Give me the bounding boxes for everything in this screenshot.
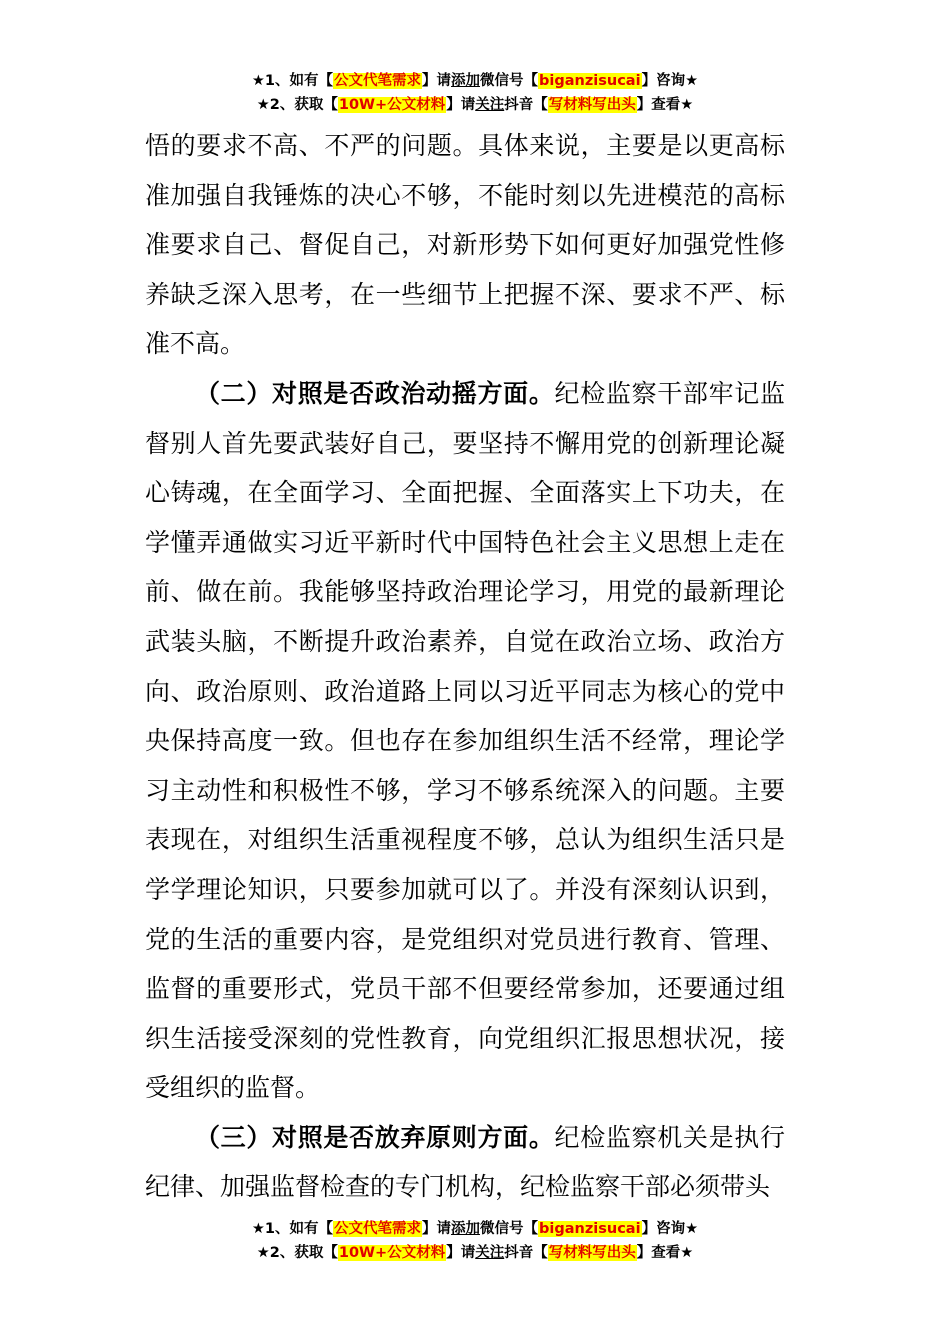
- footer-banner: [0, 1218, 950, 1266]
- banner-text: 】请: [422, 73, 452, 89]
- paragraph-body: 纪检监察干部牢记监督别人首先要武装好自己，要坚持不懈用党的创新理论凝心铸魂，在全面学习、全面把握、全面落实上下功夫，在学懂弄通做实习近平新时代中国特色社会主义思想上走在前、做在前。我能够坚持政治理论学习，用党的最新理论武装头脑，不断提升政治素养，自觉在政治立场、政治方向、政治原则、政治道路上同以习近平同志为核心的党中央保持高度一致。但也存在参加组织生活不经常，理论学习主动性和积极性不够，学习不够系统深入的问题。主要表现在，对组织生活重视程度不够，总认为组织生活只是学学理论知识，只要参加就可以了。并没有深刻认识到，党的生活的重要内容，是党组织对党员进行教育、管理、监督的重要形式，党员干部不但要经常参加，还要通过组织生活接受深刻的党性教育，向党组织汇报思想状况，接受组织的监督。: [145, 378, 785, 1103]
- banner-line-2: [0, 1242, 950, 1266]
- banner-line-2: [0, 94, 950, 118]
- section-heading: （二）对照是否政治动摇方面。: [195, 378, 555, 408]
- paragraph: [145, 1113, 785, 1212]
- banner-highlight: 写材料写出头: [548, 97, 636, 113]
- banner-underlined-text: 关注: [475, 97, 505, 113]
- banner-text: ★2、获取【: [256, 97, 338, 113]
- banner-highlight: 公文代笔需求: [334, 1221, 422, 1237]
- banner-highlight: biganzisucai: [539, 1221, 641, 1237]
- banner-line-1: [0, 70, 950, 94]
- section-heading: （三）对照是否放弃原则方面。: [195, 1122, 555, 1152]
- paragraph: 悟的要求不高、不严的问题。具体来说，主要是以更高标准加强自我锤炼的决心不够，不能时刻以先进模范的高标准要求自己、督促自己，对新形势下如何更好加强党性修养缺乏深入思考，在一些细节上把握不深、要求不严、标准不高。: [145, 131, 785, 359]
- banner-text: 】咨询★: [641, 73, 699, 89]
- banner-text: 】请: [446, 97, 476, 113]
- banner-highlight: 10W+公文材料: [338, 1245, 446, 1261]
- banner-text: ★1、如有【: [251, 1221, 334, 1237]
- banner-highlight: 10W+公文材料: [338, 97, 446, 113]
- banner-text: 】咨询★: [641, 1221, 699, 1237]
- paragraph-body: 纪检监察机关是执行纪律、加强监督检查的专门机构，纪检监察干部必须带头: [145, 1122, 785, 1202]
- banner-text: ★1、如有【: [251, 73, 334, 89]
- banner-text: 】查看★: [636, 97, 694, 113]
- banner-text: 抖音【: [504, 97, 548, 113]
- banner-underlined-text: 关注: [475, 1245, 505, 1261]
- banner-text: 】查看★: [636, 1245, 694, 1261]
- document-body: [145, 121, 785, 1212]
- header-banner: [0, 70, 950, 118]
- banner-text: 】请: [446, 1245, 476, 1261]
- banner-highlight: biganzisucai: [539, 73, 641, 89]
- banner-highlight: 写材料写出头: [548, 1245, 636, 1261]
- banner-text: 微信号【: [480, 1221, 539, 1237]
- banner-highlight: 公文代笔需求: [334, 73, 422, 89]
- banner-text: ★2、获取【: [256, 1245, 338, 1261]
- banner-text: 抖音【: [504, 1245, 548, 1261]
- banner-underlined-text: 添加: [451, 73, 481, 89]
- banner-underlined-text: 添加: [451, 1221, 481, 1237]
- banner-line-1: [0, 1218, 950, 1242]
- paragraph: [145, 369, 785, 1113]
- banner-text: 】请: [422, 1221, 452, 1237]
- banner-text: 微信号【: [480, 73, 539, 89]
